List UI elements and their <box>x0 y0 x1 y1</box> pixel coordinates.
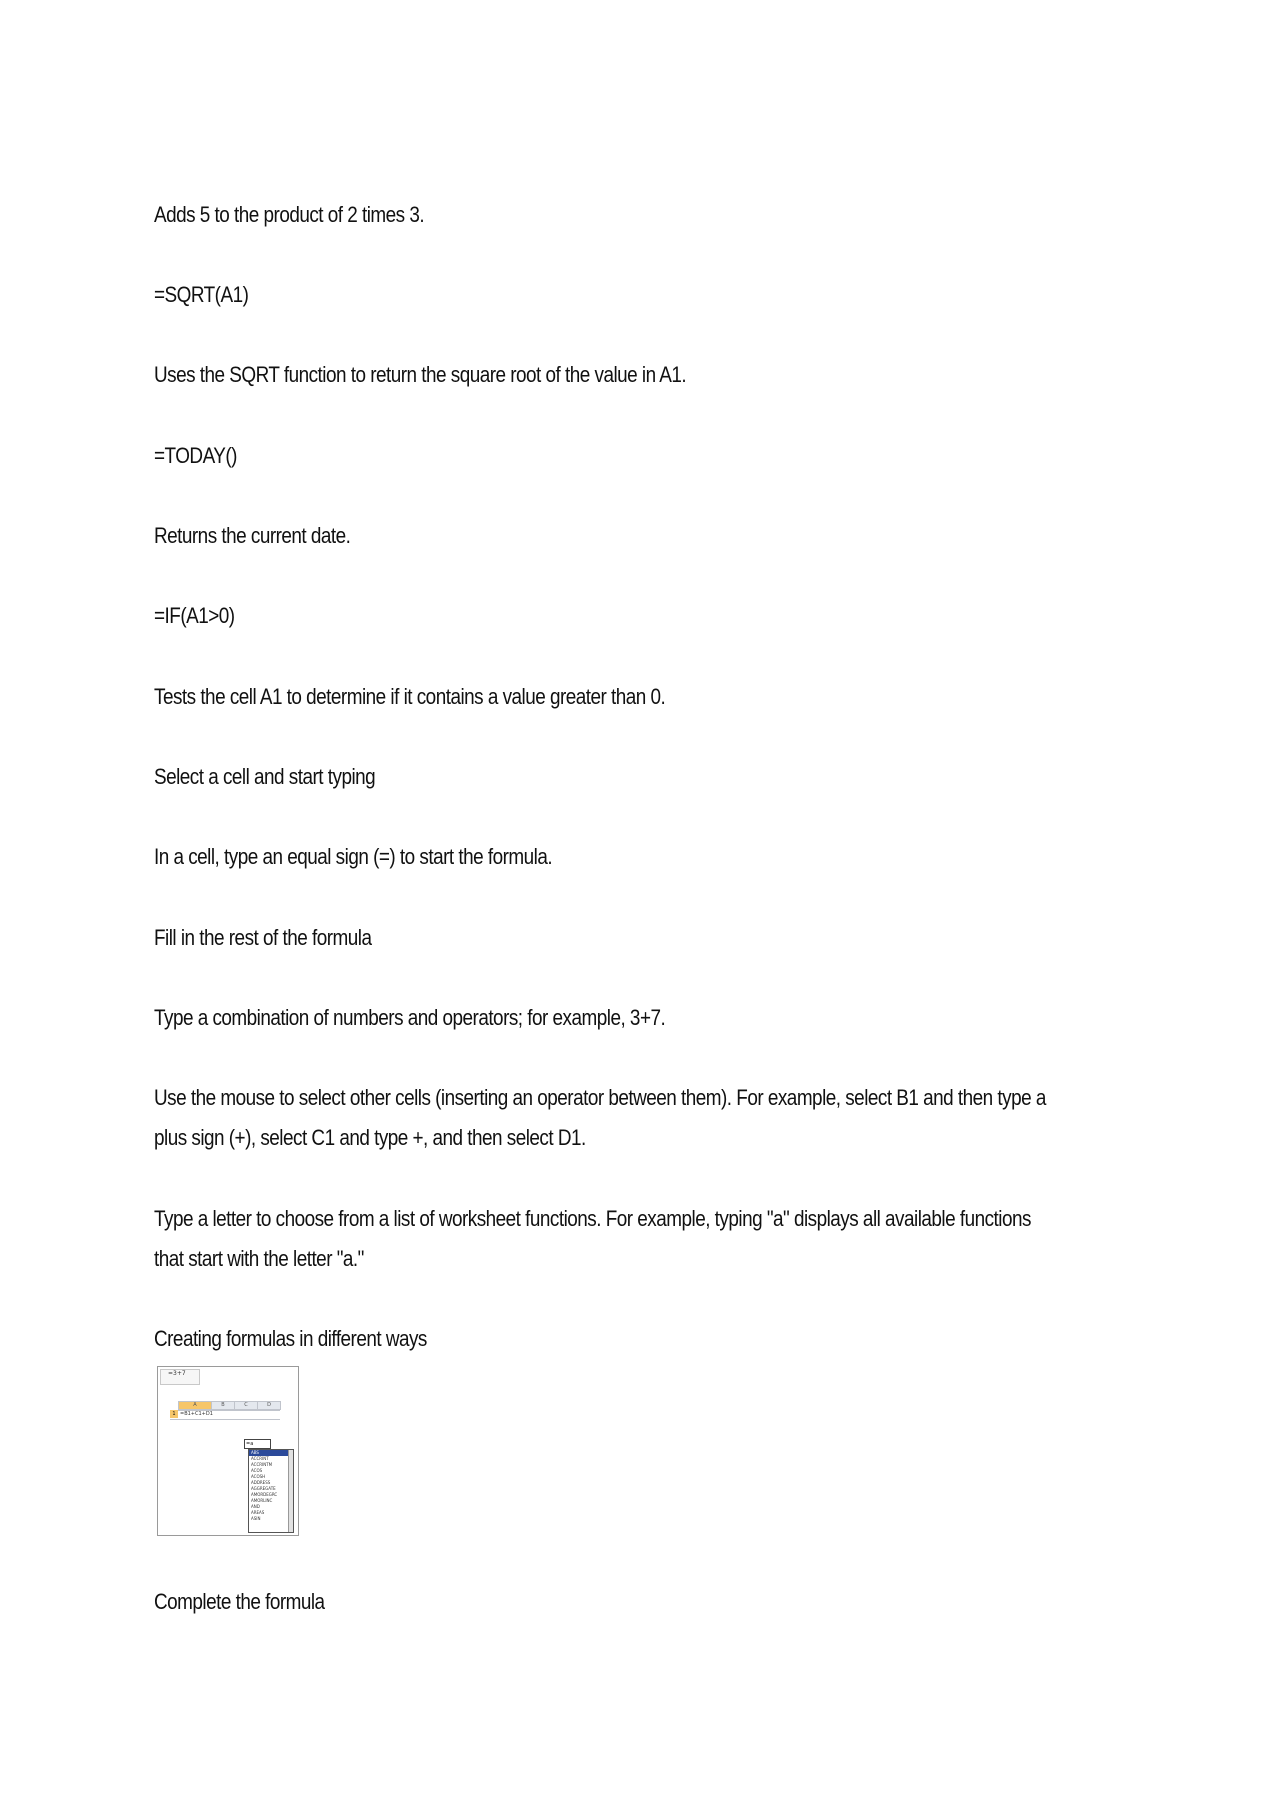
list-item: ADDRESS <box>251 1480 271 1485</box>
list-item: ACOS <box>251 1468 263 1473</box>
paragraph: Tests the cell A1 to determine if it contains a value greater than 0. <box>154 684 666 709</box>
formula-sqrt: =SQRT(A1) <box>154 282 249 307</box>
paragraph: Uses the SQRT function to return the square root of the value in A1. <box>154 362 687 387</box>
column-header-a: A <box>178 1401 212 1410</box>
list-item: AMORLINC <box>251 1498 273 1503</box>
section-heading: Select a cell and start typing <box>154 764 376 789</box>
section-heading: Creating formulas in different ways <box>154 1326 427 1351</box>
list-item: AMORDEGRC <box>251 1492 278 1497</box>
list-item: ACCRINT <box>251 1456 269 1461</box>
paragraph: Use the mouse to select other cells (inserting an operator between them). For example, select B1 and then type a <box>154 1085 1046 1110</box>
column-header-d: D <box>257 1401 281 1410</box>
list-item: ABS <box>249 1450 293 1456</box>
list-item: ASIN <box>251 1516 261 1521</box>
paragraph: Returns the current date. <box>154 523 351 548</box>
list-item: ACCRINTM <box>251 1462 273 1467</box>
column-header-c: C <box>234 1401 258 1410</box>
formula-bar-text: =3+7 <box>168 1370 186 1377</box>
column-header-b: B <box>211 1401 235 1410</box>
paragraph: plus sign (+), select C1 and type +, and then select D1. <box>154 1125 586 1150</box>
row-number: 1 <box>170 1410 178 1418</box>
function-autocomplete-list <box>248 1449 294 1533</box>
cell-formula: =B1+C1+D1 <box>180 1411 213 1417</box>
paragraph: In a cell, type an equal sign (=) to start the formula. <box>154 844 553 869</box>
section-heading: Complete the formula <box>154 1589 325 1614</box>
list-item: AND <box>251 1504 260 1509</box>
formula-today: =TODAY() <box>154 443 237 468</box>
paragraph: Adds 5 to the product of 2 times 3. <box>154 202 425 227</box>
list-item: ACOSH <box>251 1474 266 1479</box>
formula-if: =IF(A1>0) <box>154 603 235 628</box>
paragraph: Type a combination of numbers and operators; for example, 3+7. <box>154 1005 666 1030</box>
list-item: AGGREGATE <box>251 1486 276 1491</box>
list-item: AREAS <box>251 1510 265 1515</box>
paragraph: that start with the letter "a." <box>154 1246 364 1271</box>
list-scrollbar <box>288 1450 293 1532</box>
formula-autocomplete-screenshot <box>157 1366 299 1536</box>
paragraph: Type a letter to choose from a list of worksheet functions. For example, typing "a" displays all available functions <box>154 1206 1031 1231</box>
section-heading: Fill in the rest of the formula <box>154 925 372 950</box>
typed-input: =a <box>244 1439 271 1449</box>
